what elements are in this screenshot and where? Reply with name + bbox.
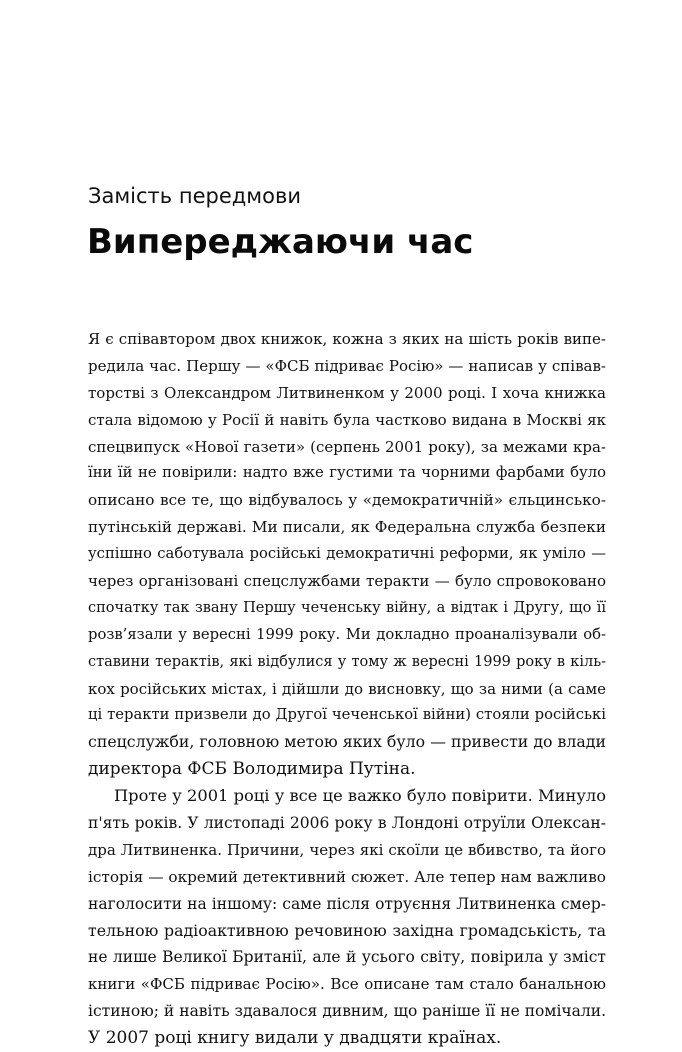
text-line: Я є співавтором двох книжок, кожна з яких на шість років випе- bbox=[88, 330, 606, 348]
text-line: спецвипуск «Нової газети» (серпень 2001 року), за межами кра- bbox=[88, 437, 606, 456]
text-line: не лише Великої Британії, але й усього світу, повірила у зміст bbox=[88, 948, 606, 967]
chapter-title: Випереджаючи час bbox=[87, 222, 474, 262]
text-line: путінській державі. Ми писали, як Федеральна служба безпеки bbox=[88, 518, 606, 537]
text-line: У 2007 році книгу видали у двадцяти країнах. bbox=[88, 1028, 502, 1049]
text-line: дра Литвиненка. Причини, через які скоїли це вбивство, та його bbox=[88, 840, 606, 859]
text-line: спочатку так звану Першу чеченську війну, а відтак і Другу, що її bbox=[88, 599, 606, 616]
text-line: розв’язали у вересні 1999 року. Ми докладно проаналізували об- bbox=[88, 625, 606, 643]
text-line: кох російських містах, і дійшли до висновку, що за ними (а саме bbox=[88, 679, 606, 698]
text-line: наголосити на іншому: саме після отруєння Литвиненка смер- bbox=[88, 894, 606, 913]
text-line: директора ФСБ Володимира Путіна. bbox=[88, 759, 416, 780]
chapter-subtitle: Замість передмови bbox=[88, 184, 301, 208]
text-line: стала відомою у Росії й навіть була частково видана в Москві як bbox=[88, 410, 606, 429]
text-line: істиною; й навіть здавалося дивним, що раніше її не помічали. bbox=[88, 1002, 606, 1021]
text-line: книги «ФСБ підриває Росію». Все описане там стало банальною bbox=[88, 975, 606, 994]
text-line: редила час. Першу — «ФСБ підриває Росію» — написав у співав- bbox=[88, 356, 606, 375]
text-line: ставини терактів, які відбулися у тому ж вересні 1999 року в кіль- bbox=[88, 653, 606, 670]
text-line: їни їй не повірили: надто вже густими та чорними фарбами було bbox=[88, 464, 606, 482]
text-line: успішно саботувала російські демократичні реформи, як уміло — bbox=[88, 545, 606, 563]
text-line: ці теракти призвели до Другої чеченської війни) стояли російські bbox=[88, 706, 606, 724]
text-line: торстві з Олександром Литвиненком у 2000 році. І хоча книжка bbox=[88, 383, 606, 402]
text-line: спецслужби, головною метою яких було — привести до влади bbox=[88, 732, 606, 752]
text-line: історія — окремий детективний сюжет. Але тепер нам важливо bbox=[88, 867, 606, 886]
text-line: Проте у 2001 році у все це важко було повірити. Минуло bbox=[114, 786, 606, 806]
text-line: тельною радіоактивною речовиною західна громадськість, та bbox=[88, 920, 606, 940]
body-text bbox=[88, 326, 606, 1052]
text-line: п'ять років. У листопаді 2006 року в Лондоні отруїли Олексан- bbox=[88, 814, 606, 833]
text-line: через організовані спецслужбами теракти — було спровоковано bbox=[88, 572, 606, 591]
text-line: описано все те, що відбувалось у «демократичній» єльцинсько- bbox=[88, 491, 606, 510]
